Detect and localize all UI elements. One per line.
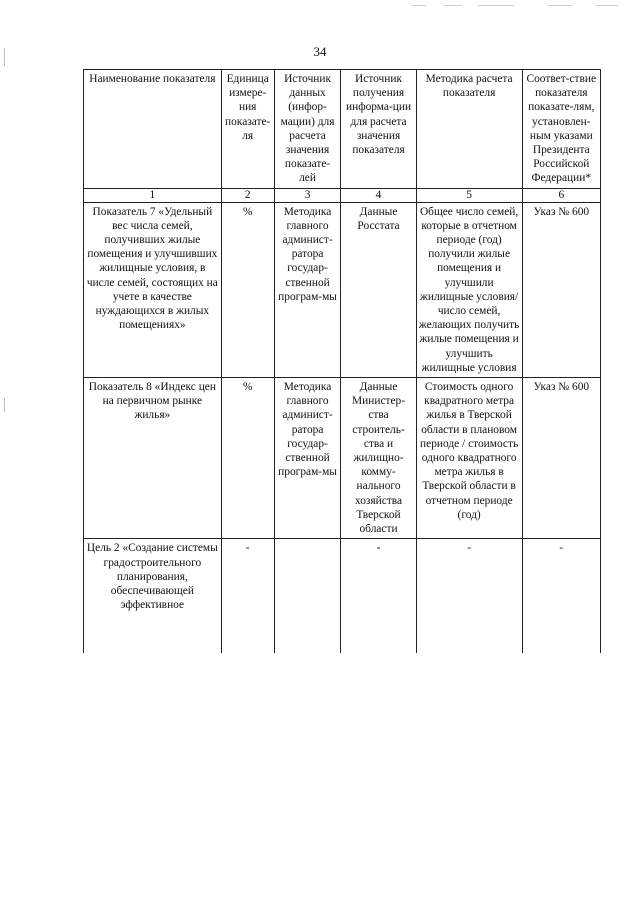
column-numbers-row [84,188,601,202]
calculation-method-cell: - [416,539,522,654]
indicators-table [83,69,601,653]
column-number: 3 [274,188,341,202]
scan-edge-mark [548,5,572,6]
table-row [84,202,601,377]
header-unit: Единица измере-ния показате-ля [221,70,274,189]
scan-edge-mark [4,398,5,412]
calculation-method-cell: Стоимость одного квадратного метра жилья в Тверской области в плановом периоде / стоимость одного квадратного метра жилья в Тверской области в отчетном периоде (год) [416,378,522,539]
decree-cell: Указ № 600 [522,202,600,377]
table-row [84,539,601,654]
column-number: 2 [221,188,274,202]
scan-edge-mark [444,5,462,6]
header-calculation-method: Методика расчета показателя [416,70,522,189]
column-number: 4 [341,188,416,202]
unit-cell: % [221,202,274,377]
data-source-cell [274,539,341,654]
data-source-cell: Методика главного админист-ратора государ-ственной програм-мы [274,202,341,377]
indicator-name-cell: Цель 2 «Создание системы градостроительного планирования, обеспечивающей эффективное [84,539,222,654]
unit-cell: % [221,378,274,539]
source-origin-cell: - [341,539,416,654]
header-indicator-name: Наименование показателя [84,70,222,189]
indicator-name-cell: Показатель 7 «Удельный вес числа семей, получивших жилые помещения и улучшивших жилищные условия, в числе семей, состоящих на учете в качестве нуждающихся в жилых помещениях» [84,202,222,377]
decree-cell: - [522,539,600,654]
decree-cell: Указ № 600 [522,378,600,539]
indicator-name-cell: Показатель 8 «Индекс цен на первичном рынке жилья» [84,378,222,539]
column-number: 6 [522,188,600,202]
scan-edge-mark [4,48,5,66]
scan-edge-mark [596,5,618,6]
column-number: 5 [416,188,522,202]
table-header-row [84,70,601,189]
table-row [84,378,601,539]
header-source-origin: Источник получения информа-ции для расчета значения показателя [341,70,416,189]
unit-cell: - [221,539,274,654]
source-origin-cell: Данные Росстата [341,202,416,377]
page-number: 34 [313,44,327,59]
calculation-method-cell: Общее число семей, которые в отчетном периоде (год) получили жилые помещения и улучшили жилищные условия/число семей, желающих получить жилые помещения и улучшить жилищные условия [416,202,522,377]
data-source-cell: Методика главного админист-ратора государ-ственной програм-мы [274,378,341,539]
header-presidential-decree: Соответ-ствие показателя показате-лям, установлен-ным указами Президента Российской Федерации* [522,70,600,189]
scan-edge-mark [412,5,426,6]
source-origin-cell: Данные Министер-ства строитель-ства и жилищно-комму-нального хозяйства Тверской области [341,378,416,539]
scan-edge-mark [478,5,514,6]
column-number: 1 [84,188,222,202]
header-data-source: Источник данных (инфор-мации) для расчета значения показате-лей [274,70,341,189]
